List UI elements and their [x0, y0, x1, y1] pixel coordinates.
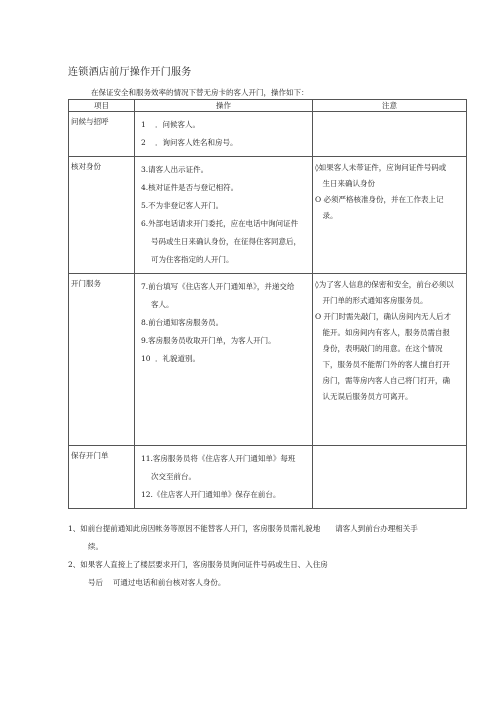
operation-step [141, 161, 310, 179]
step-text: 3.请客人出示证件。 [141, 165, 209, 174]
step-text: 4.核对证件是否与登记相符。 [141, 183, 239, 192]
footnote [68, 556, 328, 592]
step-text: ．问候客人。 [155, 120, 200, 129]
operation-step [141, 332, 310, 350]
note-line: 身份，表明敲门的用意。在这个情况 [315, 344, 443, 353]
note-line: 开门单的形式通知客房服务员。 [315, 296, 428, 305]
note-line: 录。 [315, 211, 338, 220]
operation-step [141, 233, 310, 251]
table-row [69, 112, 467, 157]
step-text: 9.客房服务员收取开门单，为客人开门。 [141, 336, 276, 345]
row-category: 保存开门单 [69, 446, 135, 509]
note-line: ◊为了客人信息的保密和安全，前台必须以 [315, 280, 454, 289]
step-text: 6.外部电话请求开门委托，应在电话中询问证件 [141, 219, 299, 228]
note-line: O 必须严格核准身份，并在工作表上记 [315, 195, 444, 204]
note-line: O 开门时需先敲门，确认房间内无人后才 [315, 312, 452, 321]
footnote-text: 1、如前台提前通知此房因帐务等原因不能替客人开门，客房服务员需礼貌地 请客人到前台办理相关手 [68, 524, 418, 533]
operation-step [141, 215, 310, 233]
note-line: 下，服务员不能帮门外的客人擅自打开 [315, 360, 450, 369]
step-number: 2 [141, 138, 146, 147]
row-notes [313, 157, 467, 274]
table-header-row [69, 100, 467, 112]
operation-step [141, 197, 310, 215]
step-text: 11.客房服务员将《住店客人开门通知单》每班 [141, 454, 296, 463]
step-text: 可为住客指定的人开门。 [151, 255, 234, 264]
operation-step [141, 450, 310, 468]
row-category: 问候与招呼 [69, 112, 135, 157]
row-operations [135, 274, 313, 446]
intro-text: 在保证安全和服务效率的情况下替无房卡的客人开门，操作如下： [91, 88, 309, 97]
step-text: 7.前台填写《住店客人开门通知单》，并递交给 [141, 282, 295, 291]
step-number: 1 [141, 120, 146, 129]
note-line: ◊如果客人未带证件，应询问证件号码或 [315, 163, 447, 172]
step-text: 8.前台通知客房服务员。 [141, 318, 224, 327]
step-text: ．礼貌道别。 [155, 354, 200, 363]
row-operations [135, 157, 313, 274]
row-category: 核对身份 [69, 157, 135, 274]
note-line: 房门，需等房内客人自己将门打开，确 [315, 376, 450, 385]
header-operation: 操作 [135, 100, 313, 112]
operation-step [141, 116, 310, 134]
row-notes [313, 274, 467, 446]
step-text: 号码或生日来确认身份，在征得住客同意后， [151, 237, 301, 246]
note-line: 认无误后服务员方可离开。 [315, 392, 413, 401]
step-text: 次交至前台。 [151, 472, 196, 481]
page-title: 连锁酒店前厅操作开门服务 [68, 67, 192, 78]
row-notes [313, 446, 467, 509]
operation-step [141, 350, 310, 368]
row-operations [135, 446, 313, 509]
operation-step [141, 486, 310, 504]
step-number: 10 [141, 354, 151, 363]
note-line: 生日来确认身份 [315, 179, 375, 188]
operation-step [141, 278, 310, 296]
operation-step [141, 251, 310, 269]
footnote-continuation: 续。 [88, 542, 103, 551]
operation-step [141, 296, 310, 314]
procedure-table [68, 99, 467, 509]
header-notes: 注意 [313, 100, 467, 112]
row-operations [135, 112, 313, 157]
note-line: 能开。如房间内有客人，服务员需自报 [315, 328, 450, 337]
table-row [69, 446, 467, 509]
table-row [69, 157, 467, 274]
footnote-continuation: 号后 可通过电话和前台核对客人身份。 [88, 578, 226, 587]
header-item: 项目 [69, 100, 135, 112]
operation-step [141, 134, 310, 152]
footnote [68, 520, 418, 556]
operation-step [141, 314, 310, 332]
row-notes [313, 112, 467, 157]
operation-step [141, 468, 310, 486]
row-category: 开门服务 [69, 274, 135, 446]
step-text: 12.《住店客人开门通知单》保存在前台。 [141, 490, 281, 499]
footnote-text: 2、如果客人直接上了楼层要求开门，客房服务员询问证件号码或生日、入住房 [68, 560, 328, 569]
operation-step [141, 179, 310, 197]
step-text: 5.不为非登记客人开门。 [141, 201, 224, 210]
step-text: 客人。 [151, 300, 174, 309]
table-row [69, 274, 467, 446]
step-text: ．询问客人姓名和房号。 [155, 138, 238, 147]
